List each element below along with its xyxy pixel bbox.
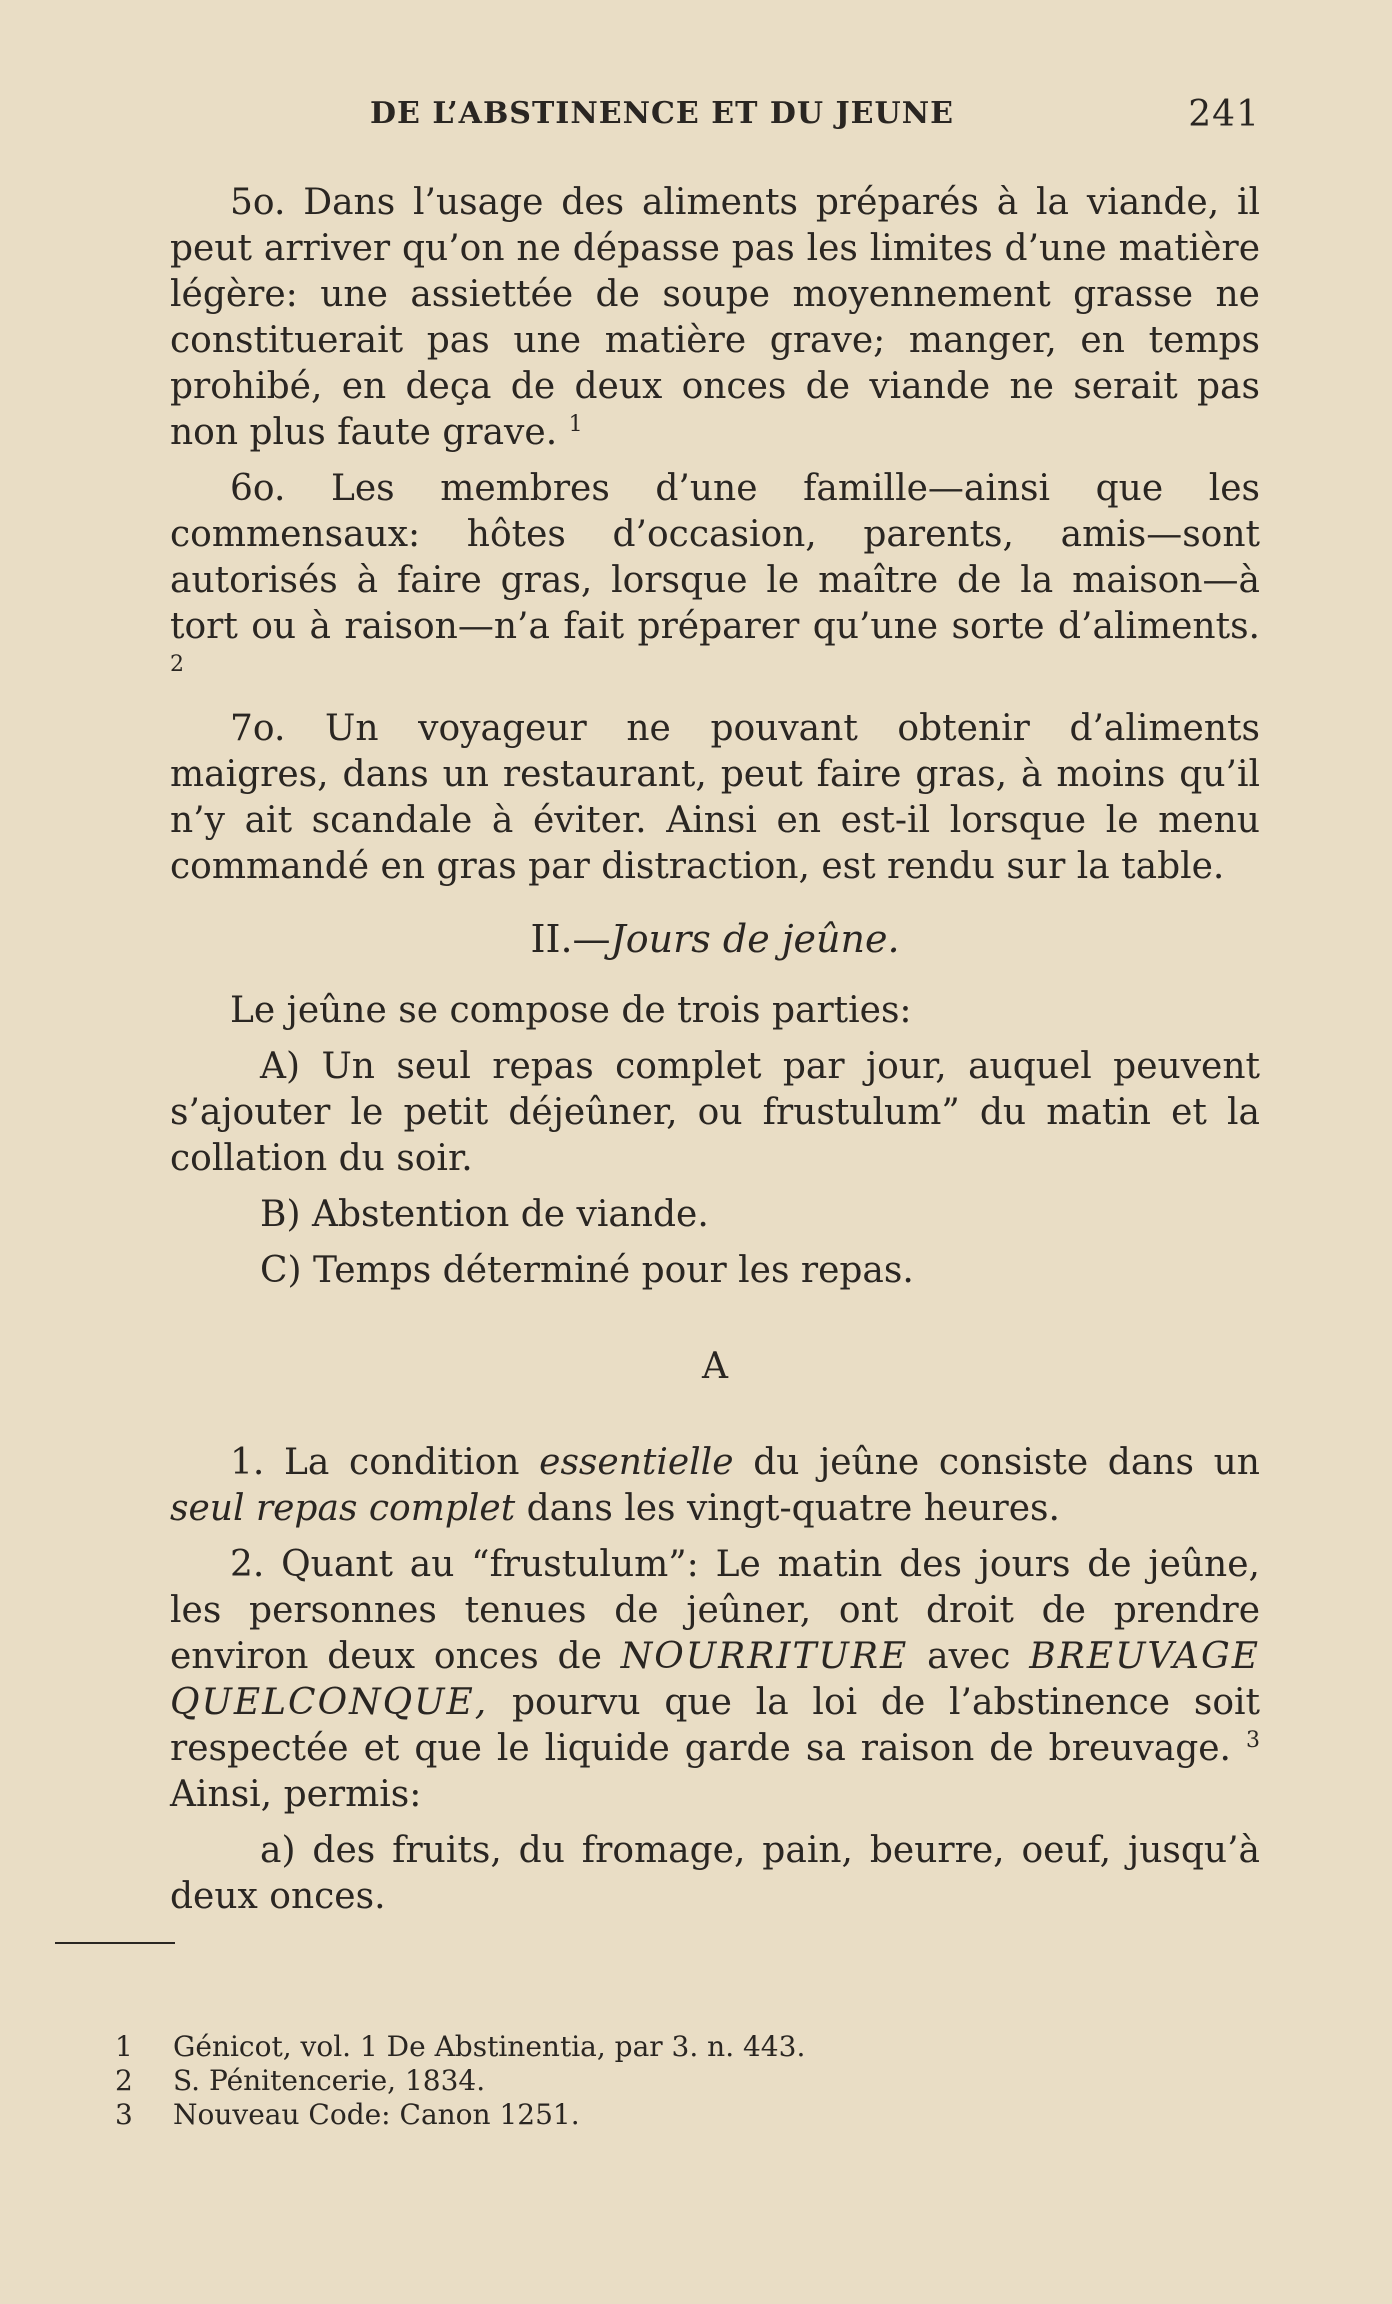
footnotes — [115, 2030, 1215, 2132]
section-title: II.—Jours de jeûne. — [530, 917, 900, 961]
point-1: 1. La condition essentielle du jeûne consiste dans un seul repas complet dans les vingt-quatre heures. — [170, 1442, 1260, 1529]
body-text — [170, 180, 1260, 1970]
page-number: 241 — [1188, 94, 1260, 135]
paragraph-7: 7o. Un voyageur ne pouvant obtenir d’aliments maigres, dans un restaurant, peut faire gras, à moins qu’il n’y ait scandale à éviter. Ainsi en est-il lorsque le menu commandé en gras par distraction, est rendu sur la table. — [170, 708, 1260, 887]
footnote-1: 1 Génicot, vol. 1 De Abstinentia, par 3. n. 443. — [115, 2030, 806, 2063]
intro-line: Le jeûne se compose de trois parties: — [230, 990, 912, 1031]
point-a: a) des fruits, du fromage, pain, beurre, oeuf, jusqu’à deux onces. — [170, 1830, 1260, 1917]
point-2: 2. Quant au “frustulum”: Le matin des jours de jeûne, les personnes tenues de jeûner, ont droit de prendre environ deux onces de NOURRITURE avec BREUVAGE QUELCONQUE, pourvu que la loi de l’abstinence soit respectée et que le liquide garde sa raison de breuvage. $^3$ Ainsi, permis: — [170, 1544, 1261, 1815]
part-c: C) Temps déterminé pour les repas. — [260, 1250, 914, 1291]
paragraph-5: 5o. Dans l’usage des aliments préparés à la viande, il peut arriver qu’on ne dépasse pas les limites d’une matière légère: une assiettée de soupe moyennement grasse ne constituerait pas une matière grave; manger, en temps prohibé, en deça de deux onces de viande ne serait pas non plus faute grave. $^1$ — [170, 182, 1260, 453]
footnote-2: 2 S. Pénitencerie, 1834. — [115, 2064, 486, 2097]
part-a: A) Un seul repas complet par jour, auquel peuvent s’ajouter le petit déjeûner, ou frustulum” du matin et la collation du soir. — [170, 1046, 1260, 1179]
footnote-3: 3 Nouveau Code: Canon 1251. — [115, 2098, 580, 2131]
letter-heading: A — [702, 1346, 728, 1387]
paragraph-6: 6o. Les membres d’une famille—ainsi que les commensaux: hôtes d’occasion, parents, amis—sont autorisés à faire gras, lorsque le maître de la maison—à tort ou à raison—n’a fait préparer qu’une sorte d’aliments. $^2$ — [170, 468, 1260, 677]
running-title: DE L’ABSTINENCE ET DU JEUNE — [370, 96, 954, 131]
footnote-rule — [55, 1942, 175, 1944]
part-b: B) Abstention de viande. — [260, 1194, 709, 1235]
